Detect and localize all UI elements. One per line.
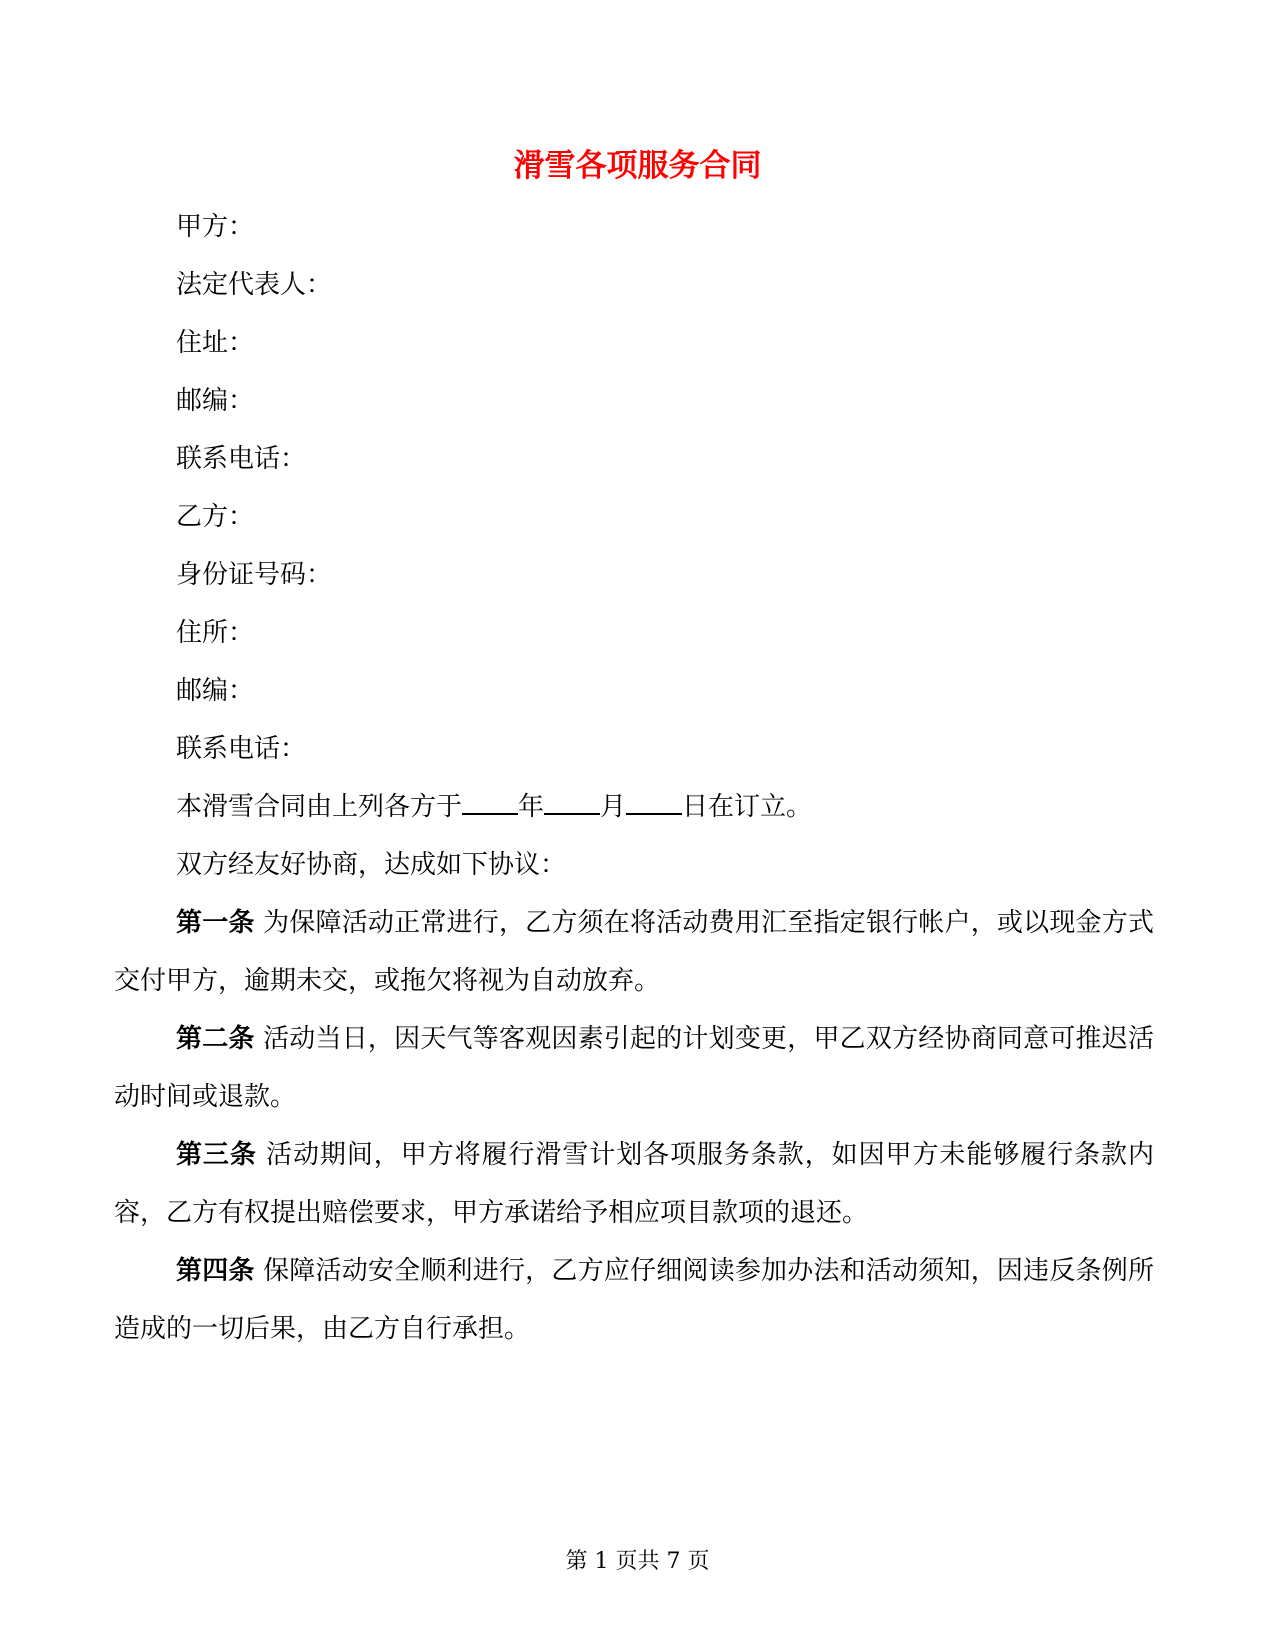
month-blank bbox=[544, 789, 600, 815]
field-party-a: 甲方： bbox=[176, 212, 255, 242]
signing-month-label: 月 bbox=[600, 792, 627, 822]
article-1-label: 第一条 bbox=[176, 908, 255, 938]
article-3-label: 第三条 bbox=[176, 1140, 257, 1170]
field-phone-b: 联系电话： bbox=[176, 734, 307, 764]
field-residence-b: 住所： bbox=[176, 618, 255, 648]
article-4 bbox=[114, 1242, 1154, 1358]
field-address-a: 住址： bbox=[176, 328, 255, 358]
signing-line bbox=[114, 778, 1154, 836]
signing-year-label: 年 bbox=[518, 792, 545, 822]
document-title: 滑雪各项服务合同 bbox=[513, 148, 762, 184]
article-4-text: 保障活动安全顺利进行，乙方应仔细阅读参加办法和活动须知，因违反条例所造成的一切后果，由乙方自行承担。 bbox=[114, 1256, 1154, 1344]
field-id-number: 身份证号码： bbox=[176, 560, 333, 590]
intro-line: 双方经友好协商，达成如下协议： bbox=[176, 850, 567, 880]
signing-prefix: 本滑雪合同由上列各方于 bbox=[176, 792, 463, 822]
article-1-text: 为保障活动正常进行，乙方须在将活动费用汇至指定银行帐户，或以现金方式交付甲方，逾期未交，或拖欠将视为自动放弃。 bbox=[114, 908, 1154, 996]
field-legal-representative: 法定代表人： bbox=[176, 270, 333, 300]
day-blank bbox=[626, 789, 682, 815]
signing-suffix: 日在订立。 bbox=[682, 792, 813, 822]
field-party-b: 乙方： bbox=[176, 502, 255, 532]
contract-body bbox=[114, 778, 1154, 1358]
field-phone-a: 联系电话： bbox=[176, 444, 307, 474]
article-2-text: 活动当日，因天气等客观因素引起的计划变更，甲乙双方经协商同意可推迟活动时间或退款。 bbox=[114, 1024, 1154, 1112]
page-footer: 第 1 页共 7 页 bbox=[565, 1549, 710, 1574]
article-2 bbox=[114, 1010, 1154, 1126]
year-blank bbox=[462, 789, 518, 815]
party-fields-list bbox=[176, 198, 1176, 778]
article-4-label: 第四条 bbox=[176, 1256, 255, 1286]
article-2-label: 第二条 bbox=[176, 1024, 255, 1054]
article-3-text: 活动期间，甲方将履行滑雪计划各项服务条款，如因甲方未能够履行条款内容，乙方有权提出赔偿要求，甲方承诺给予相应项目款项的退还。 bbox=[114, 1140, 1154, 1228]
field-postcode-b: 邮编： bbox=[176, 676, 255, 706]
field-postcode-a: 邮编： bbox=[176, 386, 255, 416]
article-1 bbox=[114, 894, 1154, 1010]
article-3 bbox=[114, 1126, 1154, 1242]
